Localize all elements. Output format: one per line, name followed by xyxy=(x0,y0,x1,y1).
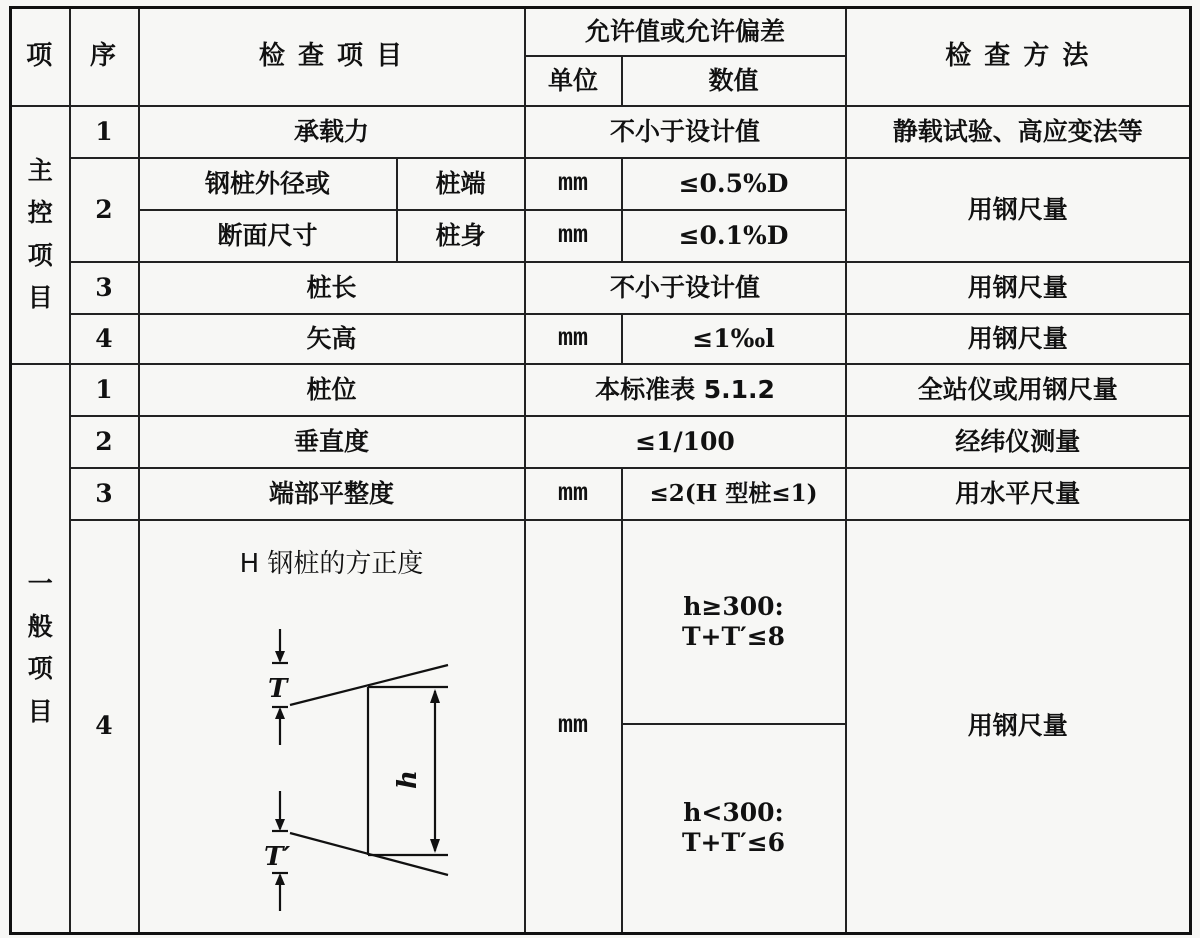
method-cell: 用钢尺量 xyxy=(846,262,1191,314)
seq-cell: 3 xyxy=(70,262,139,314)
method-cell: 用钢尺量 xyxy=(846,520,1191,934)
label-T-prime: T′ xyxy=(263,841,290,872)
inspection-table xyxy=(9,6,1192,935)
label-h: h xyxy=(392,769,423,789)
method-cell: 全站仪或用钢尺量 xyxy=(846,364,1191,416)
header-seq: 序 xyxy=(70,8,139,106)
allowed-cell: ≤1/100 xyxy=(525,416,846,468)
method-cell: 经纬仪测量 xyxy=(846,416,1191,468)
seq-cell: 2 xyxy=(70,416,139,468)
unit-cell: mm xyxy=(525,210,622,262)
unit-cell: mm xyxy=(525,520,622,934)
check-item-cell: 垂直度 xyxy=(139,416,525,468)
group-label-general: 一般项目 xyxy=(11,364,70,934)
unit-cell: mm xyxy=(525,158,622,210)
value-condition: h<300: xyxy=(683,798,784,828)
check-item-cell: 桩位 xyxy=(139,364,525,416)
value-cell-lower xyxy=(622,724,846,934)
seq-cell: 4 xyxy=(70,520,139,934)
value-limit: T+T′≤8 xyxy=(681,621,786,651)
h-pile-squareness-diagram xyxy=(230,621,450,921)
value-cell: ≤2(H 型桩≤1) xyxy=(622,468,846,520)
seq-cell: 1 xyxy=(70,364,139,416)
seq-cell: 3 xyxy=(70,468,139,520)
method-cell: 用钢尺量 xyxy=(846,158,1191,262)
unit-cell: mm xyxy=(525,468,622,520)
header-allowed: 允许值或允许偏差 xyxy=(525,8,846,56)
value-condition: h≥300: xyxy=(683,591,784,621)
check-item-cell: 端部平整度 xyxy=(139,468,525,520)
squareness-diagram-cell xyxy=(139,520,525,934)
value-limit: T+T′≤6 xyxy=(681,828,786,858)
allowed-cell: 本标准表 5.1.2 xyxy=(525,364,846,416)
check-subitem-cell: 桩端 xyxy=(397,158,525,210)
diagram-title: H 钢桩的方正度 xyxy=(239,548,424,579)
method-cell: 用钢尺量 xyxy=(846,314,1191,364)
check-item-cell: 桩长 xyxy=(139,262,525,314)
method-cell: 用水平尺量 xyxy=(846,468,1191,520)
check-item-cell: 承载力 xyxy=(139,106,525,158)
seq-cell: 2 xyxy=(70,158,139,262)
check-item-cell: 断面尺寸 xyxy=(139,210,397,262)
check-item-cell: 矢高 xyxy=(139,314,525,364)
label-T: T xyxy=(267,673,287,704)
check-item-cell: 钢桩外径或 xyxy=(139,158,397,210)
value-cell: ≤1‰l xyxy=(622,314,846,364)
header-unit: 单位 xyxy=(525,56,622,106)
value-cell: ≤0.1%D xyxy=(622,210,846,262)
header-method: 检 查 方 法 xyxy=(846,8,1191,106)
seq-cell: 1 xyxy=(70,106,139,158)
header-item: 项 xyxy=(11,8,70,106)
seq-cell: 4 xyxy=(70,314,139,364)
unit-cell: mm xyxy=(525,314,622,364)
allowed-cell: 不小于设计值 xyxy=(525,262,846,314)
method-cell: 静载试验、高应变法等 xyxy=(846,106,1191,158)
group-label-main: 主控项目 xyxy=(11,106,70,364)
value-cell-upper xyxy=(622,520,846,724)
value-cell: ≤0.5%D xyxy=(622,158,846,210)
header-value: 数值 xyxy=(622,56,846,106)
check-subitem-cell: 桩身 xyxy=(397,210,525,262)
allowed-cell: 不小于设计值 xyxy=(525,106,846,158)
header-check-item: 检 查 项 目 xyxy=(139,8,525,106)
